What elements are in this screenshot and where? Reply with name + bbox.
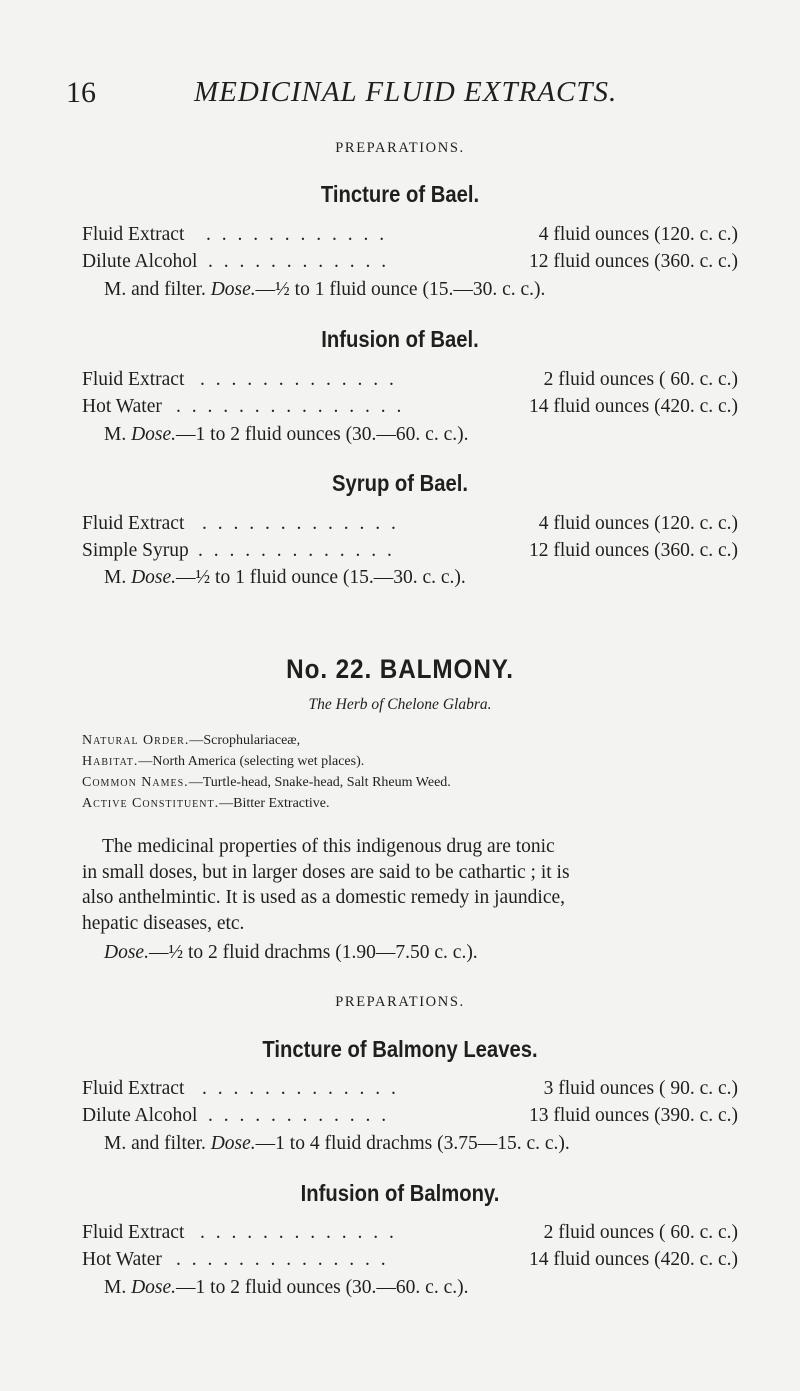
dose-line <box>104 279 545 301</box>
dose-text: —1 to 4 fluid drachms (3.75—15. c. c.). <box>255 1133 570 1154</box>
leader-dots: . . . . . . . . . . . . <box>208 251 390 272</box>
ingredient: Simple Syrup <box>82 540 189 561</box>
recipe-row <box>82 251 738 277</box>
recipe-title: Infusion of Balmony. <box>300 1180 500 1206</box>
fact-value: —Turtle-head, Snake-head, Salt Rheum Weed. <box>188 775 451 790</box>
recipe-title: Syrup of Bael. <box>331 470 469 496</box>
leader-dots: . . . . . . . . . . . . . <box>202 1078 399 1099</box>
leader-dots: . . . . . . . . . . . . . <box>198 540 395 561</box>
leader-dots: . . . . . . . . . . . . . <box>202 513 399 534</box>
running-head <box>66 76 734 116</box>
recipe-row <box>82 1078 738 1104</box>
dose-text: —1 to 2 fluid ounces (30.—60. c. c.). <box>176 1277 469 1298</box>
ingredient: Fluid Extract <box>82 224 185 245</box>
dose-label: Dose. <box>131 424 177 445</box>
recipe-row <box>82 1105 738 1131</box>
recipe-title: Tincture of Balmony Leaves. <box>262 1036 538 1062</box>
recipe-title: Infusion of Bael. <box>321 326 479 352</box>
ingredient: Dilute Alcohol <box>82 251 198 272</box>
leader-dots: . . . . . . . . . . . . . <box>200 369 397 390</box>
ingredient: Fluid Extract <box>82 1078 185 1099</box>
dose-text: —½ to 1 fluid ounce (15.—30. c. c.). <box>176 567 466 588</box>
dose-line <box>104 1133 570 1155</box>
recipe-row <box>82 540 738 566</box>
dose-line <box>104 567 466 589</box>
amount: 4 fluid ounces (120. c. c.) <box>538 513 738 534</box>
amount: 2 fluid ounces ( 60. c. c.) <box>543 1222 738 1243</box>
fact-key: Natural Order. <box>82 733 190 748</box>
ingredient: Dilute Alcohol <box>82 1105 198 1126</box>
description-line: The medicinal properties of this indigenous drug are tonic <box>102 836 555 857</box>
dose-label: Dose. <box>131 1277 177 1298</box>
recipe-row <box>82 513 738 539</box>
recipe-row <box>82 224 738 250</box>
fact-line <box>82 796 330 812</box>
dose-line <box>104 1277 469 1299</box>
recipe-title: Tincture of Bael. <box>320 181 480 207</box>
recipe-row <box>82 396 738 422</box>
dose-text: —½ to 2 fluid drachms (1.90—7.50 c. c.). <box>148 942 478 963</box>
recipe-row <box>82 1222 738 1248</box>
fact-value: —North America (selecting wet places). <box>138 754 365 769</box>
recipe-row <box>82 1249 738 1275</box>
ingredient: Fluid Extract <box>82 513 185 534</box>
ingredient: Fluid Extract <box>82 369 185 390</box>
ingredient: Hot Water <box>82 396 162 417</box>
amount: 14 fluid ounces (420. c. c.) <box>528 396 738 417</box>
drug-dose-line <box>104 942 478 964</box>
drug-title: No. 22. BALMONY. <box>286 654 514 684</box>
dose-line <box>104 424 469 446</box>
description-paragraph <box>82 834 742 936</box>
amount: 3 fluid ounces ( 90. c. c.) <box>543 1078 738 1099</box>
directions: M. <box>104 424 127 445</box>
dose-text: —½ to 1 fluid ounce (15.—30. c. c.). <box>255 279 546 300</box>
description-line: hepatic diseases, etc. <box>82 912 245 934</box>
fact-key: Common Names. <box>82 775 189 790</box>
directions: M. <box>104 567 127 588</box>
amount: 12 fluid ounces (360. c. c.) <box>528 251 738 272</box>
fact-line <box>82 775 451 791</box>
fact-key: Habitat. <box>82 754 139 769</box>
amount: 13 fluid ounces (390. c. c.) <box>528 1105 738 1126</box>
amount: 2 fluid ounces ( 60. c. c.) <box>543 369 738 390</box>
preparations-heading: PREPARATIONS. <box>335 994 465 1010</box>
leader-dots: . . . . . . . . . . . . . <box>200 1222 397 1243</box>
ingredient: Fluid Extract <box>82 1222 185 1243</box>
preparations-heading: PREPARATIONS. <box>335 140 465 156</box>
amount: 14 fluid ounces (420. c. c.) <box>528 1249 738 1270</box>
fact-line <box>82 733 300 749</box>
leader-dots: . . . . . . . . . . . . <box>208 1105 390 1126</box>
amount: 4 fluid ounces (120. c. c.) <box>538 224 738 245</box>
fact-key: Active Constituent. <box>82 796 220 811</box>
ingredient: Hot Water <box>82 1249 162 1270</box>
dose-label: Dose. <box>104 942 149 963</box>
fact-value: —Bitter Extractive. <box>219 796 330 811</box>
description-line: also anthelmintic. It is used as a domestic remedy in jaundice, <box>82 887 566 908</box>
amount: 12 fluid ounces (360. c. c.) <box>528 540 738 561</box>
dose-label: Dose. <box>131 567 177 588</box>
dose-text: —1 to 2 fluid ounces (30.—60. c. c.). <box>176 424 469 445</box>
fact-value: —Scrophulariaceæ, <box>189 733 301 748</box>
dose-label: Dose. <box>210 279 256 300</box>
description-line: in small doses, but in larger doses are said to be cathartic ; it is <box>82 861 570 883</box>
drug-subtitle: The Herb of Chelone Glabra. <box>308 696 492 713</box>
running-title: MEDICINAL FLUID EXTRACTS. <box>194 76 618 108</box>
page-number: 16 <box>66 76 96 109</box>
directions: M. <box>104 1277 127 1298</box>
directions: M. and filter. <box>104 1133 206 1154</box>
leader-dots: . . . . . . . . . . . . . . . <box>176 396 405 417</box>
fact-line <box>82 754 364 770</box>
recipe-row <box>82 369 738 395</box>
leader-dots: . . . . . . . . . . . . <box>206 224 388 245</box>
directions: M. and filter. <box>104 279 206 300</box>
leader-dots: . . . . . . . . . . . . . . <box>176 1249 389 1270</box>
dose-label: Dose. <box>210 1133 256 1154</box>
